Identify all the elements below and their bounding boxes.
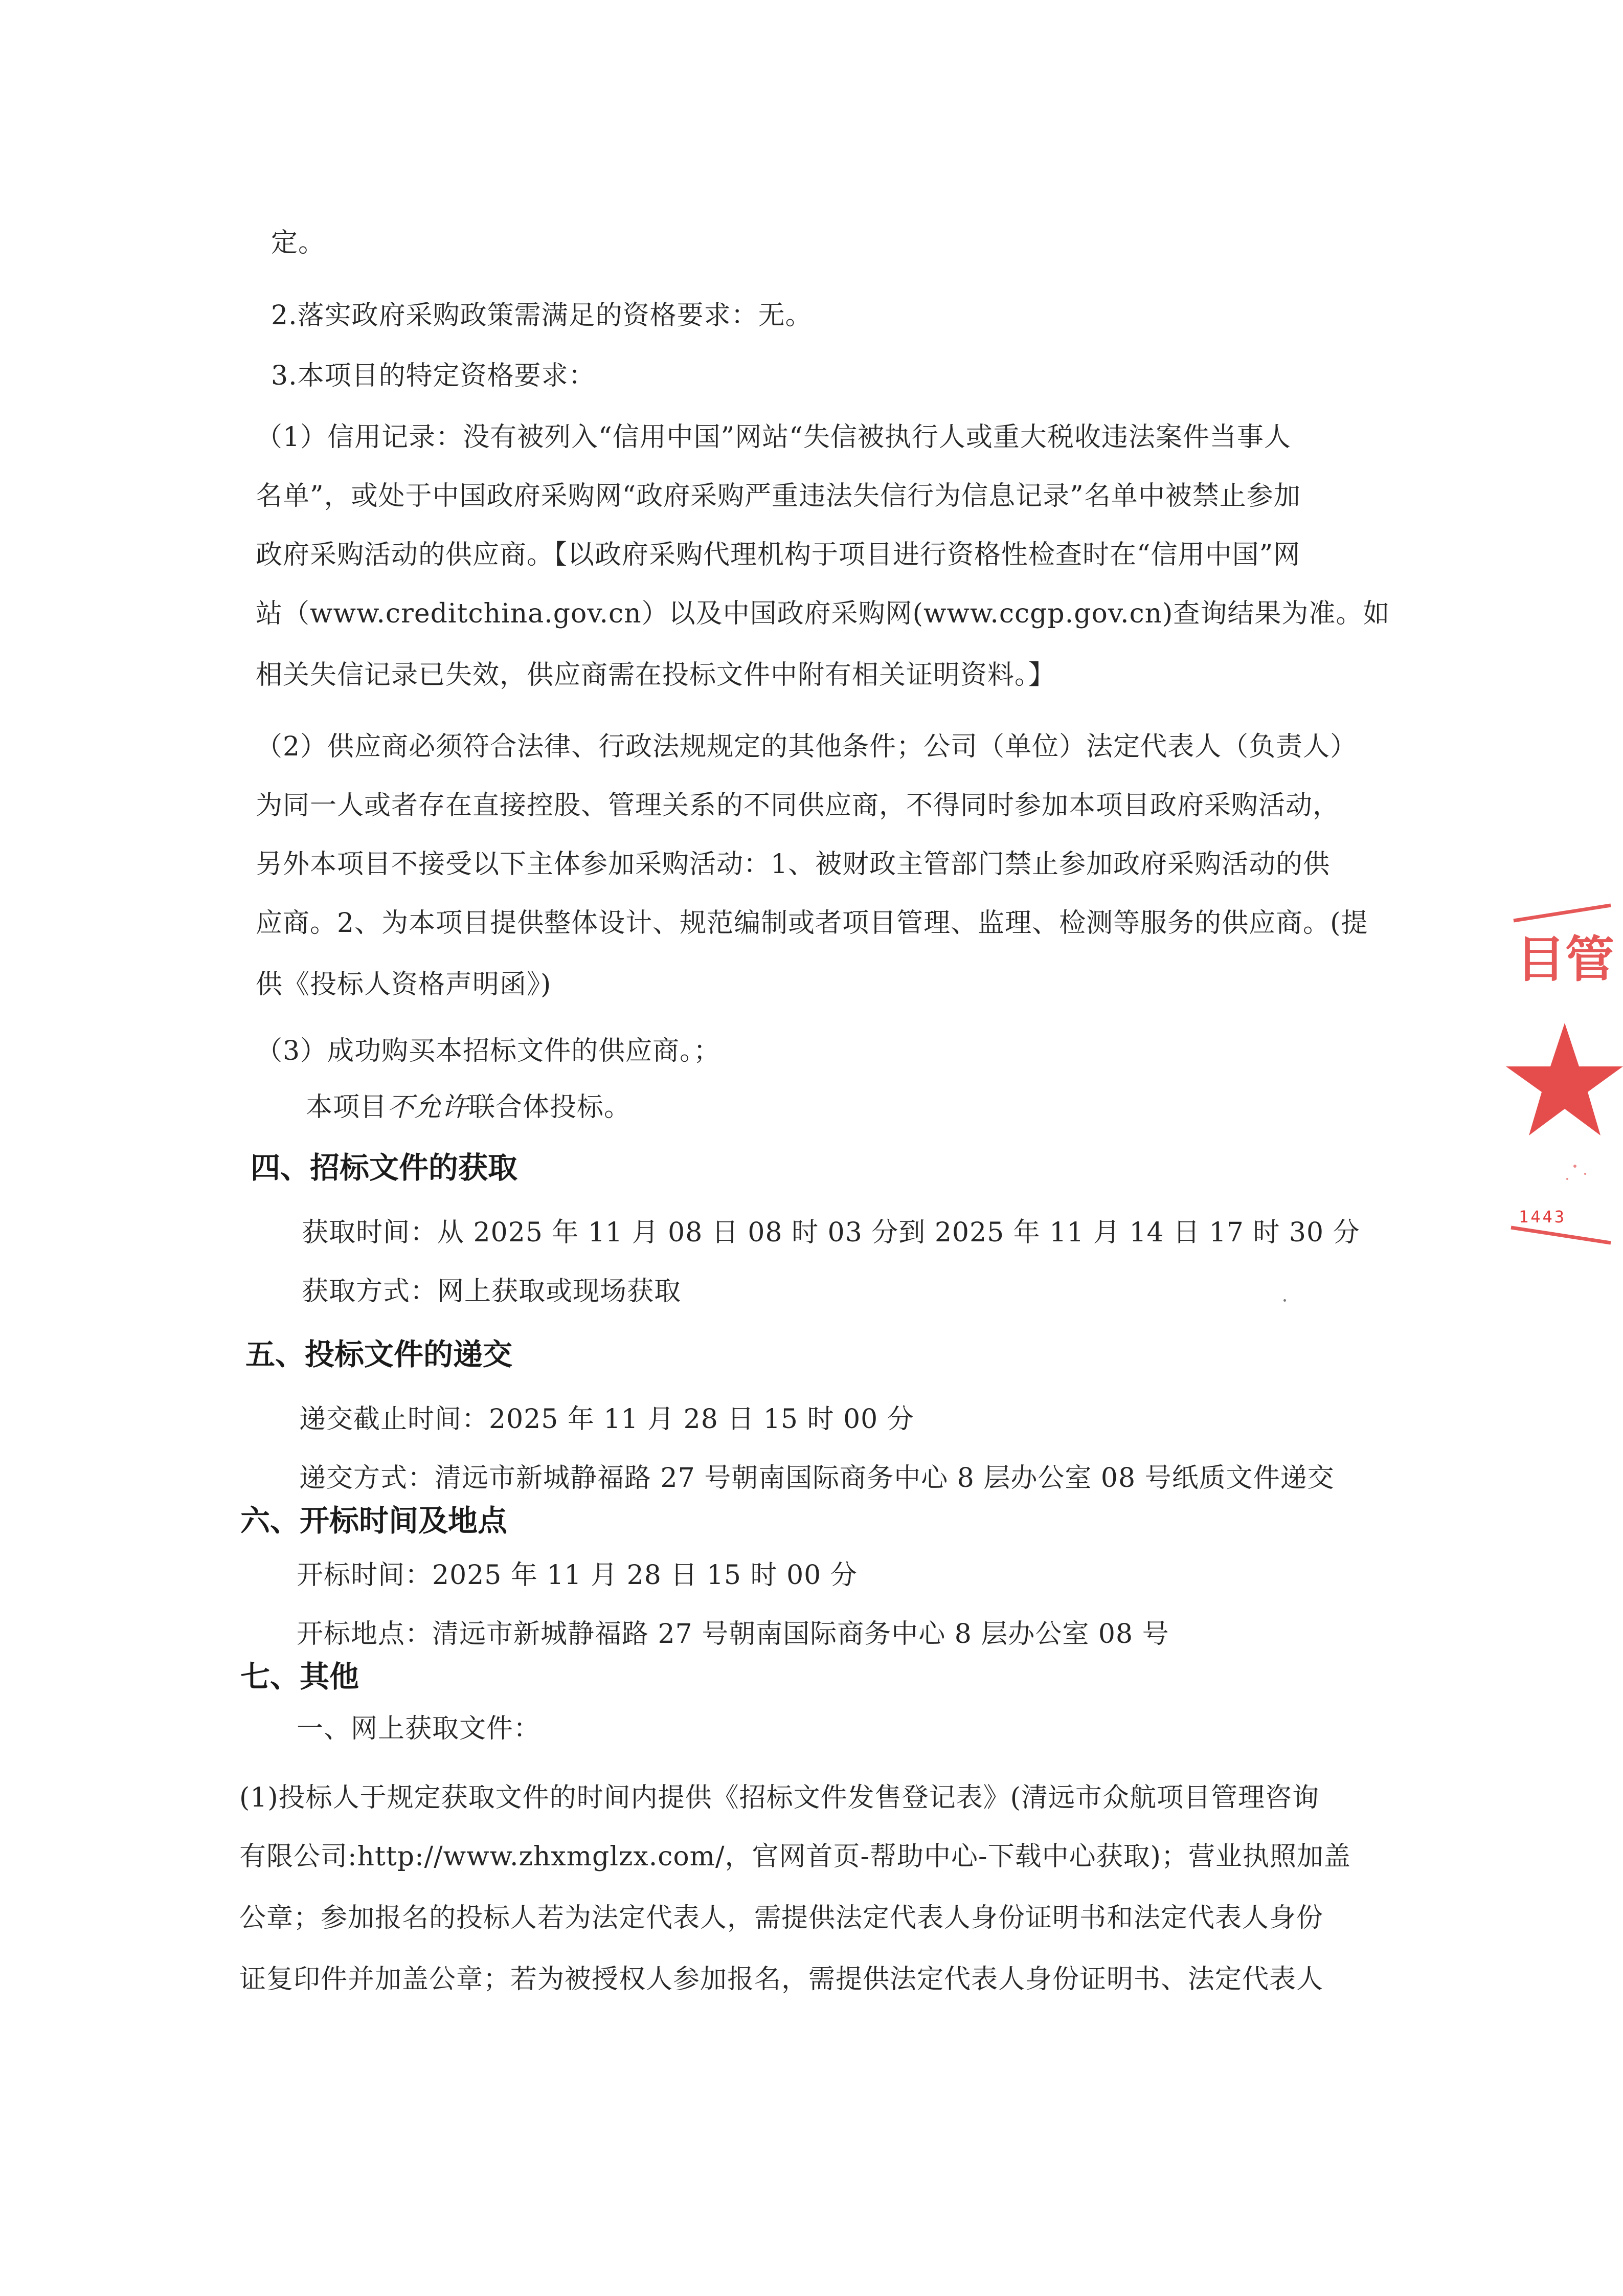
- text-line: 站（www.creditchina.gov.cn）以及中国政府采购网(www.ccgp.gov.cn)查询结果为准。如: [256, 598, 1390, 629]
- seal-text: 目管: [1516, 931, 1614, 988]
- text-line: 证复印件并加盖公章；若为被授权人参加报名，需提供法定代表人身份证明书、法定代表人: [239, 1964, 1324, 1995]
- text-line: 定。: [271, 228, 326, 258]
- text-line: （3）成功购买本招标文件的供应商。；: [256, 1036, 721, 1066]
- section-heading: 六、开标时间及地点: [240, 1503, 508, 1538]
- text-line: 3.本项目的特定资格要求：: [271, 361, 596, 391]
- text-line: 名单”，或处于中国政府采购网“政府采购严重违法失信行为信息记录”名单中被禁止参加: [256, 481, 1301, 511]
- text-line: 另外本项目不接受以下主体参加采购活动：1、被财政主管部门禁止参加政府采购活动的供: [256, 849, 1331, 880]
- text-line: 应商。2、为本项目提供整体设计、规范编制或者项目管理、监理、检测等服务的供应商。(提: [256, 908, 1368, 939]
- section-heading: 五、投标文件的递交: [245, 1337, 513, 1372]
- text-line: 获取时间：从 2025 年 11 月 08 日 08 时 03 分到 2025 年 11 月 14 日 17 时 30 分: [302, 1217, 1360, 1248]
- text-line: 2.落实政府采购政策需满足的资格要求：无。: [271, 300, 813, 331]
- seal-number: 1443: [1519, 1207, 1567, 1227]
- text-line: 政府采购活动的供应商。【以政府采购代理机构于项目进行资格性检查时在“信用中国”网: [256, 540, 1301, 570]
- consortium-line: [306, 1089, 631, 1125]
- star-icon: [1506, 1023, 1623, 1135]
- text-line: 递交截止时间：2025 年 11 月 28 日 15 时 00 分: [299, 1404, 914, 1435]
- text-line: 开标地点：清远市新城静福路 27 号朝南国际商务中心 8 层办公室 08 号: [297, 1619, 1169, 1649]
- consortium-italic: 不允许: [387, 1092, 469, 1123]
- consortium-suffix: 联合体投标。: [468, 1092, 632, 1123]
- text-line: （2）供应商必须符合法律、行政法规规定的其他条件；公司（单位）法定代表人（负责人）: [256, 731, 1358, 762]
- consortium-prefix: 本项目: [306, 1092, 388, 1123]
- section-heading: 四、招标文件的获取: [251, 1150, 518, 1185]
- speck: [1283, 1299, 1286, 1302]
- section-heading: 七、其他: [240, 1659, 359, 1694]
- text-line: 供《投标人资格声明函》): [256, 969, 552, 1000]
- text-line: 开标时间：2025 年 11 月 28 日 15 时 00 分: [297, 1560, 858, 1591]
- text-line: 递交方式：清远市新城静福路 27 号朝南国际商务中心 8 层办公室 08 号纸质文件递交: [299, 1463, 1335, 1493]
- official-seal: [1503, 890, 1623, 1248]
- text-line: (1)投标人于规定获取文件的时间内提供《招标文件发售登记表》(清远市众航项目管理咨询: [239, 1782, 1319, 1813]
- text-line: 相关失信记录已失效，供应商需在投标文件中附有相关证明资料。】: [256, 660, 1056, 690]
- text-line: 为同一人或者存在直接控股、管理关系的不同供应商，不得同时参加本项目政府采购活动，: [256, 790, 1340, 821]
- text-line: 有限公司:http://www.zhxmglzx.com/，官网首页-帮助中心-下载中心获取)；营业执照加盖: [239, 1841, 1351, 1872]
- text-line: （1）信用记录：没有被列入“信用中国”网站“失信被执行人或重大税收违法案件当事人: [256, 422, 1291, 453]
- text-line: 一、网上获取文件：: [297, 1713, 541, 1744]
- text-line: 公章；参加报名的投标人若为法定代表人，需提供法定代表人身份证明书和法定代表人身份: [239, 1903, 1324, 1933]
- text-line: 获取方式：网上获取或现场获取: [302, 1276, 682, 1307]
